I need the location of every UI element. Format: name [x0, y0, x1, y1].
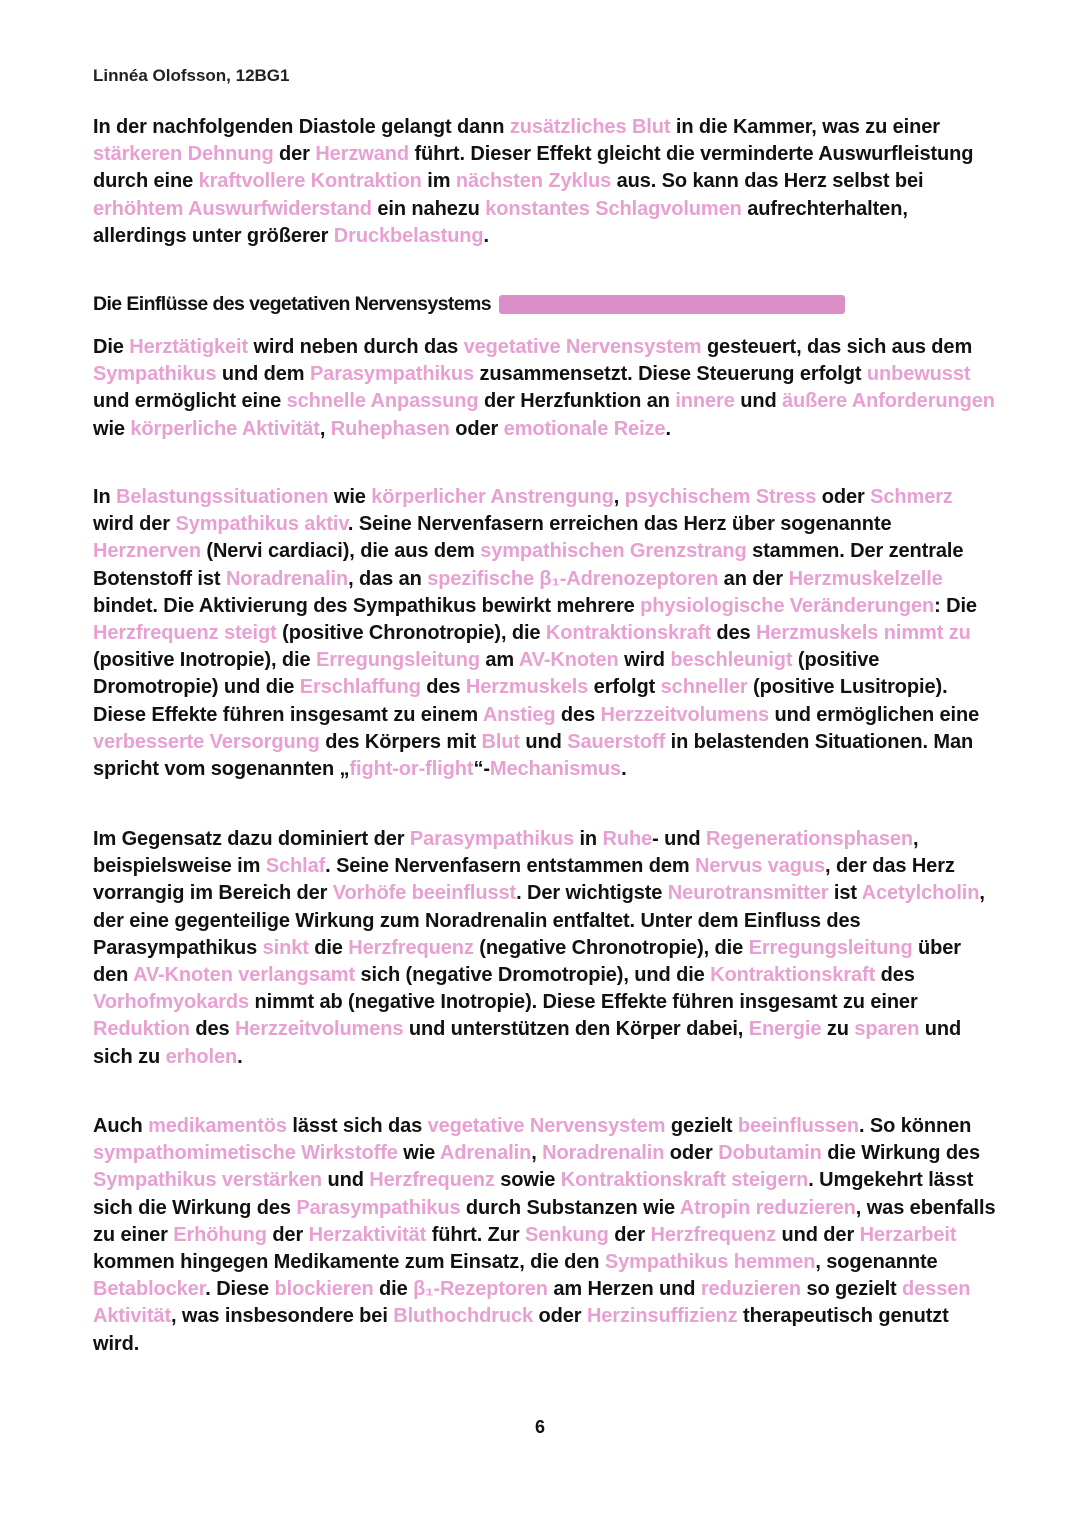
text-segment: des — [555, 703, 601, 726]
section-heading-text: Die Einflüsse des vegetativen Nervensystems — [93, 293, 491, 315]
text-segment: (positive Dromotropie) und die — [93, 649, 880, 699]
text-segment: des — [420, 676, 466, 699]
text-segment: kommen hingegen Medikamente zum Einsatz, die den — [93, 1251, 605, 1274]
text-segment: erfolgt — [588, 676, 661, 699]
highlighted-term: emotionale Reize — [503, 417, 666, 440]
paragraph-frank-starling — [93, 114, 998, 250]
text-segment: und — [519, 730, 568, 753]
text-segment: wie — [328, 486, 372, 508]
text-segment: . So können — [858, 1115, 972, 1137]
highlighted-term: sparen — [854, 1018, 920, 1041]
highlighted-term: Sympathikus hemmen — [604, 1251, 816, 1274]
text-segment: Die — [93, 336, 130, 358]
highlighted-term: Regenerationsphasen — [705, 828, 913, 850]
highlighted-term: Herzfrequenz — [348, 936, 474, 959]
highlighted-term: Vorhofmyokards — [93, 991, 250, 1014]
highlighted-term: reduzieren — [700, 1278, 801, 1301]
text-segment: wird der — [93, 513, 176, 536]
text-segment: , sogenannte — [815, 1251, 938, 1274]
highlighted-term: Sympathikus — [93, 363, 217, 386]
text-segment: (Nervi cardiaci), die aus dem — [200, 540, 481, 563]
text-segment: zu — [821, 1018, 855, 1041]
highlighted-term: Kontraktionskraft — [545, 622, 711, 645]
highlighted-term: Bluthochdruck — [393, 1305, 534, 1328]
highlighted-term: Herztätigkeit — [129, 336, 249, 358]
text-segment: aufrechterhalten, allerdings unter größerer — [93, 197, 908, 247]
text-segment: . — [237, 1045, 243, 1068]
highlighted-term: fight-or-flight — [349, 758, 474, 781]
highlighted-term: Sauerstoff — [567, 730, 666, 753]
text-segment: oder — [449, 417, 504, 440]
text-segment: ein nahezu — [371, 197, 486, 220]
highlighted-term: Kontraktionskraft steigern — [560, 1169, 809, 1192]
highlighted-term: sympathischen Grenzstrang — [480, 540, 747, 563]
text-segment: der — [266, 1223, 309, 1246]
highlighted-term: nächsten Zyklus — [455, 170, 612, 193]
text-segment: über den — [93, 936, 961, 987]
highlighted-term: AV-Knoten — [518, 649, 619, 672]
text-segment: , — [319, 417, 331, 440]
text-segment: oder — [816, 486, 871, 508]
text-segment: (positive Chronotropie), die — [276, 622, 546, 645]
highlighted-term: Erregungsleitung — [315, 649, 480, 672]
text-segment: “- — [473, 758, 490, 781]
text-segment: In — [93, 486, 117, 508]
text-segment: führt. Zur — [426, 1223, 526, 1246]
author-header: Linnéa Olofsson, 12BG1 — [93, 66, 290, 85]
text-segment: des — [189, 1018, 235, 1041]
highlighted-term: Herzfrequenz steigt — [93, 622, 277, 645]
text-segment: . Seine Nervenfasern erreichen das Herz über sogenannte — [347, 513, 892, 536]
text-segment: am — [479, 649, 519, 672]
text-segment: , der eine gegenteilige Wirkung zum Noradrenalin entfaltet. Unter dem Einfluss des Parasympathikus — [93, 882, 985, 959]
text-segment: - und — [652, 828, 706, 850]
text-segment: nimmt ab (negative Inotropie). Diese Effekte führen insgesamt zu einer — [249, 991, 918, 1014]
text-segment: wie — [397, 1142, 440, 1165]
text-segment: . — [665, 417, 671, 440]
text-segment: lässt sich das — [286, 1115, 428, 1137]
text-segment: und dem — [216, 363, 310, 386]
text-segment: der — [273, 143, 316, 166]
highlighted-term: blockieren — [274, 1278, 374, 1301]
text-segment: des — [875, 964, 915, 987]
text-segment: in die Kammer, was zu einer — [670, 116, 940, 138]
highlighted-term: Nervus vagus — [695, 855, 826, 878]
text-segment: . Diese — [205, 1278, 275, 1301]
text-segment: und — [322, 1169, 370, 1192]
highlighted-term: Neurotransmitter — [667, 882, 829, 905]
highlighted-term: vegetative Nervensystem — [427, 1115, 666, 1137]
text-segment: des — [710, 622, 756, 645]
paragraph-medication — [93, 1113, 998, 1358]
highlighted-term: Kontraktionskraft — [710, 964, 876, 987]
highlighted-term: Belastungssituationen — [116, 486, 329, 508]
highlighted-term: Ruhephasen — [330, 417, 450, 440]
text-segment: : Die — [934, 594, 977, 617]
text-segment: oder — [664, 1142, 719, 1165]
text-segment: . — [621, 758, 627, 781]
text-segment: des Körpers mit — [319, 730, 482, 753]
highlighted-term: sinkt — [262, 936, 309, 959]
text-segment: gezielt — [665, 1115, 738, 1137]
text-segment: am Herzen und — [547, 1278, 701, 1301]
highlighted-term: Parasympathikus — [409, 828, 574, 850]
highlighted-term: Dobutamin — [718, 1142, 822, 1165]
text-segment: , beispielsweise im — [93, 828, 919, 878]
highlighted-term: Erregungsleitung — [748, 936, 913, 959]
text-segment: , — [613, 486, 625, 508]
highlighted-term: beeinflussen — [737, 1115, 859, 1137]
highlighted-term: Parasympathikus — [296, 1196, 461, 1219]
highlighted-term: Herzmuskels nimmt zu — [756, 622, 971, 645]
highlighted-term: erholen — [165, 1045, 238, 1068]
highlighted-term: Noradrenalin — [225, 567, 349, 590]
text-segment: die — [373, 1278, 414, 1301]
highlighted-term: Erschlaffung — [299, 676, 421, 699]
text-segment: sowie — [494, 1169, 561, 1192]
highlighted-term: Herzfrequenz — [369, 1169, 495, 1192]
highlighted-term: stärkeren Dehnung — [93, 143, 274, 166]
highlighted-term: äußere Anforderungen — [782, 390, 995, 413]
highlighted-term: Sympathikus aktiv — [175, 513, 348, 536]
highlighted-term: Mechanismus — [489, 758, 622, 781]
text-segment: gesteuert, das sich aus dem — [701, 336, 973, 358]
text-segment: wie — [93, 417, 131, 440]
highlighted-term: erhöhtem Auswurfwiderstand — [93, 197, 372, 220]
highlighted-term: Herzaktivität — [308, 1223, 427, 1246]
highlighted-term: zusätzliches Blut — [509, 116, 671, 138]
highlighted-term: medikamentös — [148, 1115, 287, 1137]
highlighted-term: Erhöhung — [173, 1223, 267, 1246]
highlighted-term: Blut — [481, 730, 520, 753]
highlighted-term: spezifische β₁-Adrenozeptoren — [427, 567, 719, 590]
highlighted-term: schnelle Anpassung — [286, 390, 479, 413]
text-segment: Auch — [93, 1115, 149, 1137]
text-segment: und sich zu — [93, 1018, 962, 1068]
highlighted-term: Herzmuskels — [465, 676, 589, 699]
text-segment: (positive Inotropie), die — [93, 649, 316, 672]
text-segment: im — [421, 170, 456, 193]
highlighted-term: konstantes Schlagvolumen — [485, 197, 742, 220]
highlighted-term: AV-Knoten verlangsamt — [132, 964, 356, 987]
highlighted-term: Anstieg — [482, 703, 556, 726]
highlighted-term: Betablocker — [93, 1278, 206, 1301]
highlighted-term: verbesserte Versorgung — [93, 730, 320, 753]
text-segment: . Der wichtigste — [516, 882, 668, 905]
text-segment: , was ebenfalls zu einer — [93, 1196, 996, 1246]
text-segment: Im Gegensatz dazu dominiert der — [93, 828, 410, 850]
highlighted-term: körperlicher Anstrengung — [371, 486, 614, 508]
text-segment: in — [574, 828, 603, 850]
highlighted-term: Herzarbeit — [859, 1223, 957, 1246]
text-segment: bindet. Die Aktivierung des Sympathikus bewirkt mehrere — [93, 594, 641, 617]
highlighted-term: Herzzeitvolumens — [600, 703, 769, 726]
highlighted-term: dessen Aktivität — [93, 1278, 971, 1328]
text-segment: . Seine Nervenfasern entstammen dem — [325, 855, 696, 878]
text-segment: durch Substanzen wie — [460, 1196, 680, 1219]
text-segment: (negative Chronotropie), die — [473, 936, 749, 959]
section-heading — [93, 293, 845, 316]
text-segment: an der — [718, 567, 789, 590]
highlighted-term: Acetylcholin — [861, 882, 980, 905]
heading-highlight-bar — [499, 295, 845, 314]
text-segment: , das an — [348, 567, 428, 590]
text-segment: . — [483, 224, 490, 247]
highlighted-term: körperliche Aktivität — [130, 417, 320, 440]
highlighted-term: Herzwand — [315, 143, 409, 166]
highlighted-term: Herznerven — [93, 540, 201, 563]
highlighted-term: Atropin reduzieren — [679, 1196, 856, 1219]
highlighted-term: Schlaf — [265, 855, 326, 878]
text-segment: , — [531, 1142, 543, 1165]
paragraph-sympathikus — [93, 484, 998, 783]
text-segment: wird — [618, 649, 671, 672]
text-segment: wird neben durch das — [248, 336, 464, 358]
highlighted-term: kraftvollere Kontraktion — [198, 170, 422, 193]
text-segment: sich (negative Dromotropie), und die — [355, 964, 711, 987]
text-segment: in belastenden Situationen. Man spricht vom sogenannten „ — [93, 730, 974, 781]
text-segment: und — [734, 390, 783, 413]
text-segment: zusammensetzt. Diese Steuerung erfolgt — [474, 363, 867, 386]
highlighted-term: Sympathikus verstärken — [93, 1169, 323, 1192]
text-segment: . Umgekehrt lässt sich die Wirkung des — [93, 1169, 974, 1219]
highlighted-term: Herzfrequenz — [650, 1223, 777, 1246]
text-segment: , was insbesondere bei — [171, 1305, 394, 1328]
highlighted-term: physiologische Veränderungen — [640, 594, 935, 617]
text-segment: aus. So kann das Herz selbst bei — [611, 170, 924, 193]
highlighted-term: Parasympathikus — [309, 363, 475, 386]
highlighted-term: psychischem Stress — [624, 486, 817, 508]
text-segment: und der — [776, 1223, 860, 1246]
text-segment: und ermöglicht eine — [93, 390, 287, 413]
highlighted-term: innere — [675, 390, 735, 413]
text-segment: und ermöglichen eine — [769, 703, 980, 726]
highlighted-term: beschleunigt — [670, 649, 793, 672]
highlighted-term: Senkung — [525, 1223, 609, 1246]
text-segment: oder — [533, 1305, 587, 1328]
text-segment: therapeutisch genutzt wird. — [93, 1305, 949, 1355]
highlighted-term: vegetative Nervensystem — [463, 336, 702, 358]
text-segment: stammen. Der zentrale Botenstoff ist — [93, 540, 964, 590]
text-segment: die — [308, 936, 349, 959]
highlighted-term: sympathomimetische Wirkstoffe — [93, 1142, 398, 1165]
text-segment: die Wirkung des — [821, 1142, 980, 1165]
text-segment: führt. Dieser Effekt gleicht die verminderte Auswurfleistung durch eine — [93, 143, 974, 193]
highlighted-term: Herzinsuffizienz — [586, 1305, 738, 1328]
highlighted-term: Reduktion — [93, 1018, 190, 1041]
highlighted-term: β₁-Rezeptoren — [413, 1278, 548, 1301]
text-segment: so gezielt — [801, 1278, 903, 1301]
text-segment: ist — [828, 882, 862, 905]
text-segment: (positive Lusitropie). Diese Effekte führen insgesamt zu einem — [93, 676, 948, 726]
text-segment: , der das Herz vorrangig im Bereich der — [93, 855, 955, 905]
text-segment: der — [608, 1223, 651, 1246]
highlighted-term: unbewusst — [866, 363, 971, 386]
highlighted-term: Herzzeitvolumens — [234, 1018, 404, 1041]
highlighted-term: Adrenalin — [439, 1142, 532, 1165]
highlighted-term: schneller — [660, 676, 748, 699]
paragraph-parasympathikus — [93, 826, 998, 1071]
highlighted-term: Noradrenalin — [542, 1142, 665, 1165]
highlighted-term: Vorhöfe beeinflusst — [332, 882, 517, 905]
page-number: 6 — [534, 1417, 545, 1437]
text-segment: der Herzfunktion an — [478, 390, 676, 413]
highlighted-term: Ruhe — [602, 828, 653, 850]
text-segment: In der nachfolgenden Diastole gelangt dann — [93, 116, 510, 138]
highlighted-term: Druckbelastung — [333, 224, 484, 247]
highlighted-term: Herzmuskelzelle — [788, 567, 943, 590]
text-segment: und unterstützen den Körper dabei, — [403, 1018, 749, 1041]
highlighted-term: Energie — [748, 1018, 822, 1041]
paragraph-intro-nervous-system — [93, 334, 998, 443]
highlighted-term: Schmerz — [870, 486, 953, 508]
